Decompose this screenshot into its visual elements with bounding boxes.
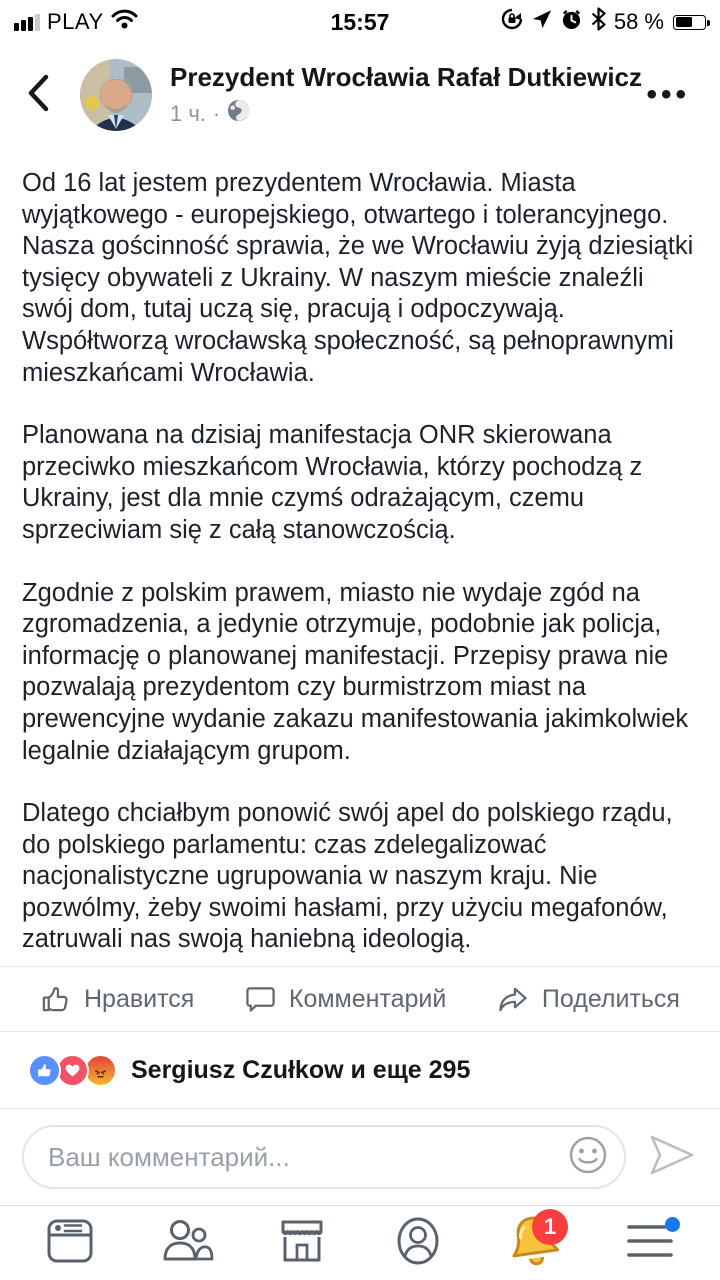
page-title[interactable]: Prezydent Wrocławia Rafał Dutkiewicz <box>170 62 642 92</box>
globe-icon <box>227 99 250 128</box>
friends-icon <box>158 1214 214 1273</box>
tab-friends[interactable] <box>150 1213 222 1273</box>
comment-button[interactable] <box>245 984 446 1015</box>
reaction-icons <box>28 1054 117 1087</box>
post-action-bar <box>0 966 720 1032</box>
alarm-clock-icon <box>560 8 583 37</box>
back-button[interactable] <box>26 73 60 118</box>
share-button[interactable] <box>497 984 680 1015</box>
tab-notifications[interactable] <box>498 1213 570 1273</box>
orientation-lock-icon <box>500 7 524 37</box>
clock: 15:57 <box>330 8 390 35</box>
battery-icon <box>673 15 706 30</box>
location-icon <box>531 8 553 36</box>
bottom-tab-bar <box>0 1206 720 1280</box>
tab-menu[interactable] <box>614 1213 686 1273</box>
comment-input-pill[interactable] <box>22 1125 626 1189</box>
post-header <box>0 44 720 146</box>
tab-marketplace[interactable] <box>266 1213 338 1273</box>
like-reaction-icon <box>28 1054 61 1087</box>
post-paragraph: Zgodnie z polskim prawem, miasto nie wydaje zgód na zgromadzenia, a jedynie otrzymuje, podobnie jak policja, informację o planowanej manifestacji. Przepisy prawa nie pozwalają prezydentom czy burmistrzom miast na prewencyjne wydanie zakazu manifestowania jakimkolwiek legalnie działającym grupom. <box>22 578 689 765</box>
thumb-up-icon <box>40 984 71 1015</box>
share-label: Поделиться <box>541 984 680 1013</box>
comment-input[interactable] <box>48 1142 566 1173</box>
share-arrow-icon <box>497 984 529 1015</box>
comment-bubble-icon <box>245 984 276 1015</box>
smiley-icon[interactable] <box>566 1133 610 1182</box>
post-text <box>0 146 720 966</box>
comment-label: Комментарий <box>288 984 447 1013</box>
carrier-label: PLAY <box>47 9 104 34</box>
reactions-summary-text[interactable]: Sergiusz Czułkow и еще 295 <box>131 1055 471 1084</box>
battery-percent-label: 58 % <box>613 9 664 34</box>
post-paragraph: Od 16 lat jestem prezydentem Wrocławia. Miasta wyjątkowego - europejskiego, otwartego i tolerancyjnego. Nasza gościnność sprawia, że we Wrocławiu żyją dziesiątki tysięcy obywateli z Ukrainy. W naszym mieście znaleźli swój dom, tutaj uczą się, pracują i odpoczywają. Współtworzą wrocławską społeczność, są pełnoprawnymi mieszkańcami Wrocławia. <box>22 169 694 387</box>
notifications-badge: 1 <box>532 1209 568 1245</box>
comment-composer <box>0 1109 720 1206</box>
post-timestamp: 1 ч. <box>170 100 206 126</box>
tab-profile[interactable] <box>382 1213 454 1273</box>
news-feed-icon <box>43 1214 97 1273</box>
bluetooth-icon <box>590 7 607 37</box>
like-button[interactable] <box>40 984 194 1015</box>
avatar[interactable] <box>80 59 152 131</box>
send-comment-button[interactable] <box>646 1131 698 1184</box>
post-paragraph: Dlatego chciałbym ponowić swój apel do polskiego rządu, do polskiego parlamentu: czas zdelegalizować nacjonalistyczne ugrupowania w naszym kraju. Nie pozwólmy, żeby swoimi hasłami, przy użyciu megafonów, zatruwali nas swoją haniebną ideologią. <box>22 799 673 954</box>
status-bar <box>0 0 720 44</box>
profile-icon <box>391 1214 445 1273</box>
dot-separator: · <box>212 100 221 126</box>
wifi-icon <box>111 9 138 36</box>
signal-bars-icon <box>14 13 40 31</box>
reactions-summary-row[interactable] <box>0 1032 720 1109</box>
post-paragraph: Planowana na dzisiaj manifestacja ONR skierowana przeciwko mieszkańcom Wrocławia, którzy pochodzą z Ukrainy, jest dla mnie czymś odrażającym, czemu sprzeciwiam się z całą stanowczością. <box>22 421 643 544</box>
marketplace-icon <box>275 1214 329 1273</box>
like-label: Нравится <box>84 984 195 1013</box>
tab-news-feed[interactable] <box>34 1213 106 1273</box>
more-options-button[interactable]: ••• <box>646 78 690 111</box>
menu-new-indicator <box>665 1217 680 1232</box>
